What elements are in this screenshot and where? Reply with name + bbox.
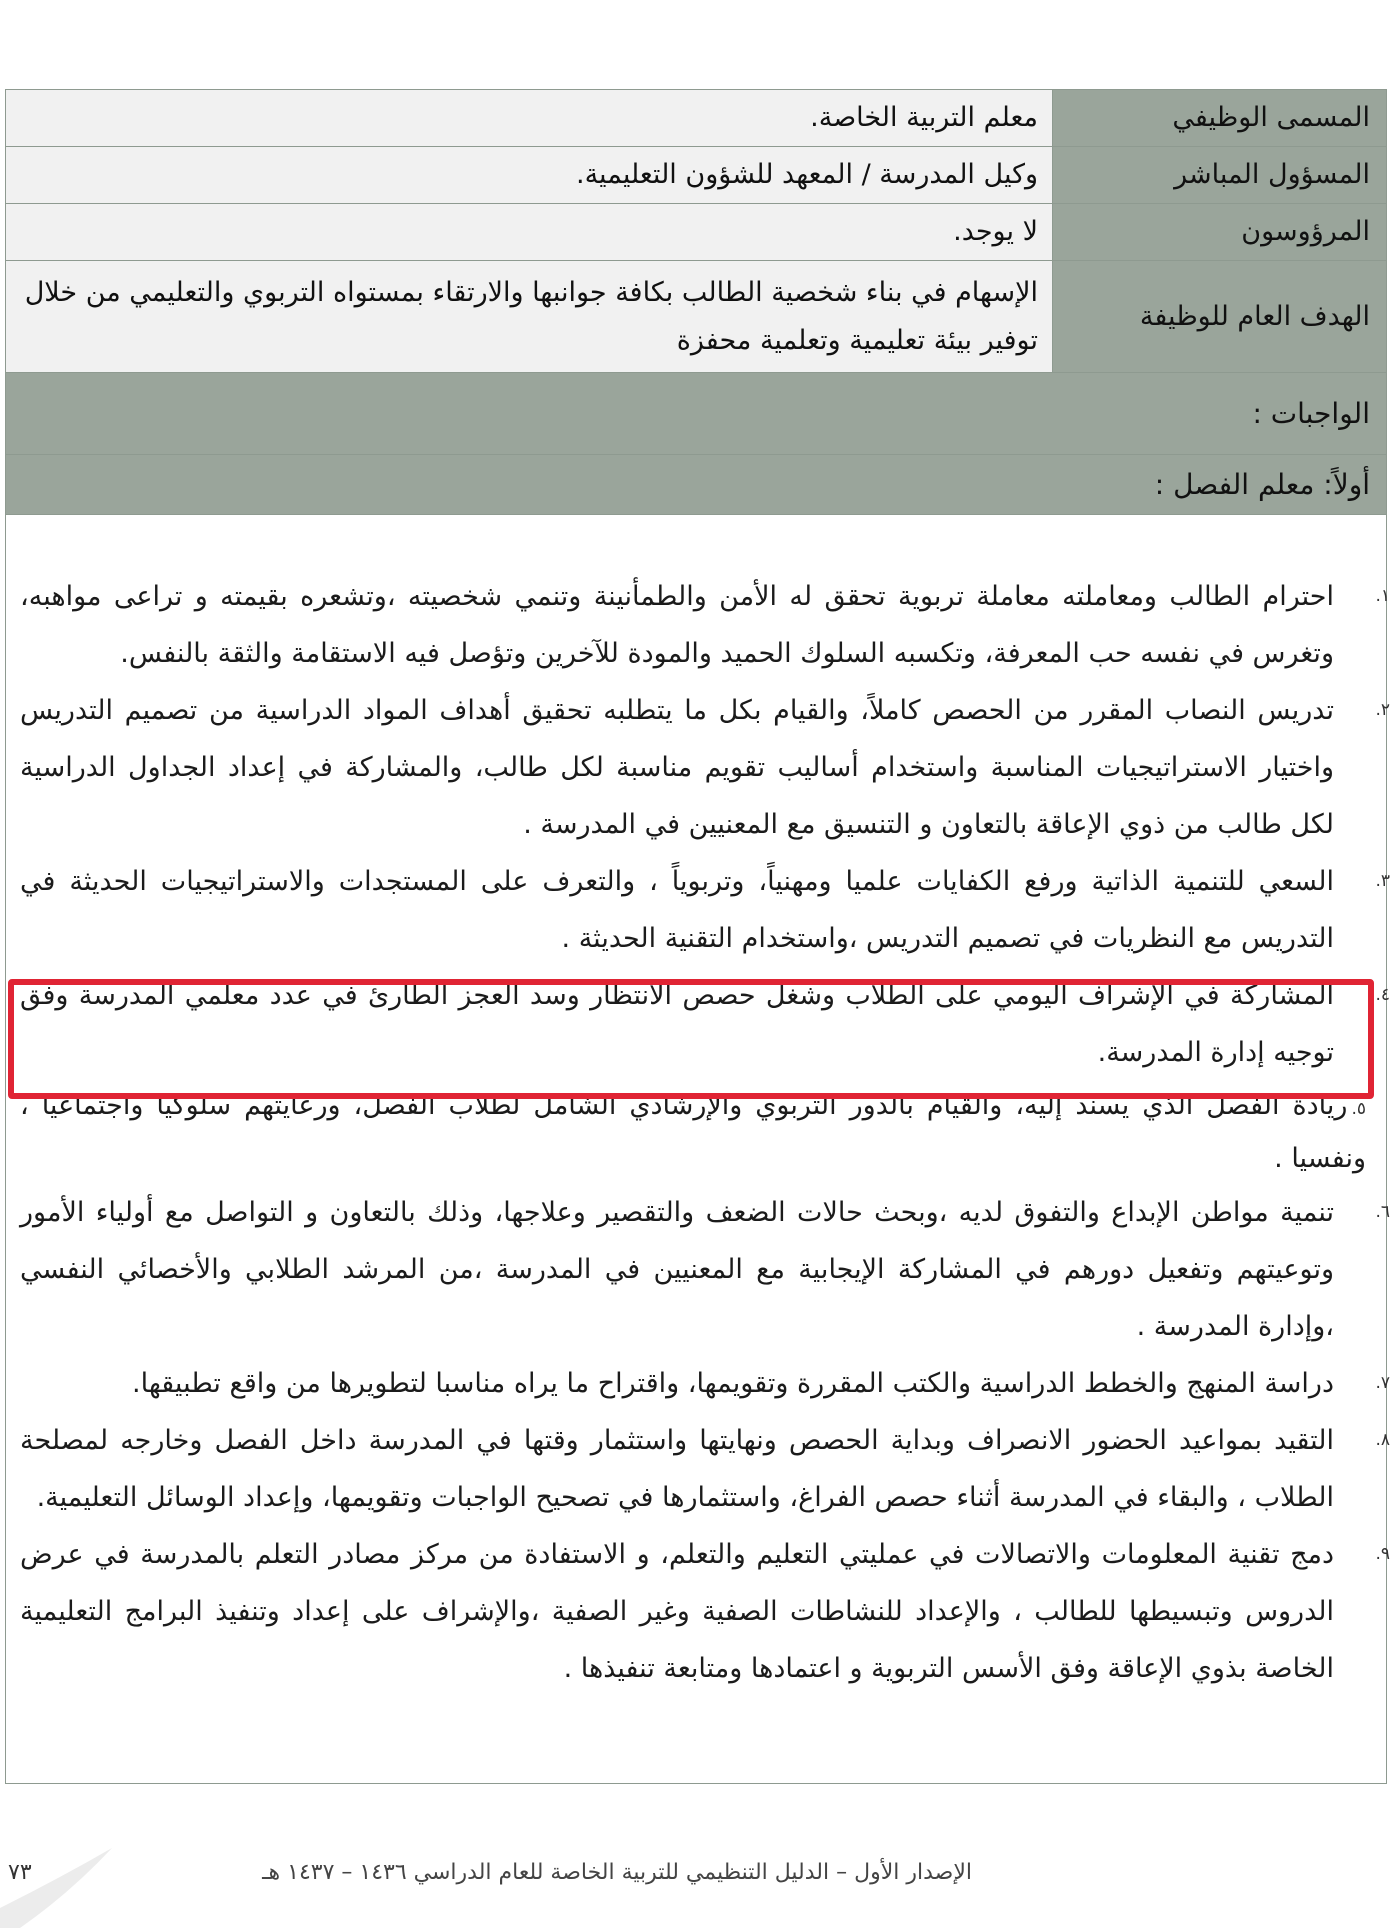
duty-item-8 bbox=[20, 1412, 1390, 1526]
duty-text: دمج تقنية المعلومات والاتصالات في عمليتي التعليم والتعلم، و الاستفادة من مركز مصادر التعلم بالمدرسة في عرض الدروس وتبسيطها للطالب ، والإعداد للنشاطات الصفية وغير الصفية ،والإشراف على إعداد وتنفيذ البرامج التعليمية الخاصة بذوي الإعاقة وفق الأسس التربوية و اعتمادها ومتابعة تنفيذها . bbox=[20, 1539, 1334, 1684]
duty-text: دراسة المنهج والخطط الدراسية والكتب المقررة وتقويمها، واقتراح ما يراه مناسبا لتطويرها من واقع تطبيقها. bbox=[132, 1368, 1334, 1399]
duty-number: ٣. bbox=[1375, 871, 1390, 891]
class-teacher-heading: أولاً: معلم الفصل : bbox=[5, 455, 1387, 515]
job-info-table bbox=[5, 89, 1387, 373]
duty-item-9 bbox=[20, 1526, 1390, 1697]
job-title-row bbox=[6, 90, 1387, 147]
subordinates-label: المرؤوسون bbox=[1053, 204, 1387, 261]
page-footer bbox=[0, 1856, 1392, 1896]
page-number: ٧٣ bbox=[8, 1860, 32, 1885]
footer-text: الإصدار الأول – الدليل التنظيمي للتربية الخاصة للعام الدراسي ١٤٣٦ – ١٤٣٧ هـ bbox=[262, 1860, 972, 1885]
duty-number: ٧. bbox=[1375, 1373, 1390, 1393]
duty-item-3 bbox=[20, 853, 1390, 967]
duty-number: ٩. bbox=[1375, 1544, 1390, 1564]
duty-text: تدريس النصاب المقرر من الحصص كاملاً، والقيام بكل ما يتطلبه تحقيق أهداف المواد الدراسية من تصميم التدريس واختيار الاستراتيجيات المناسبة واستخدام أساليب تقويم مناسبة لكل طالب، والمشاركة في إعداد الجداول الدراسية لكل طالب من ذوي الإعاقة بالتعاون و التنسيق مع المعنيين في المدرسة . bbox=[20, 695, 1334, 840]
duty-text: المشاركة في الإشراف اليومي على الطلاب وشغل حصص الانتظار وسد العجز الطارئ في عدد معلمي المدرسة وفق توجيه إدارة المدرسة. bbox=[20, 980, 1334, 1068]
duty-number: ٥. bbox=[1351, 1099, 1366, 1119]
subordinates-value: لا يوجد. bbox=[6, 204, 1053, 261]
duty-number: ٦. bbox=[1375, 1202, 1390, 1222]
direct-manager-label: المسؤول المباشر bbox=[1053, 147, 1387, 204]
duty-item-7 bbox=[20, 1355, 1390, 1412]
general-goal-label: الهدف العام للوظيفة bbox=[1053, 261, 1387, 373]
duty-text: تنمية مواطن الإبداع والتفوق لديه ،وبحث حالات الضعف والتقصير وعلاجها، وذلك بالتعاون و التواصل مع أولياء الأمور وتوعيتهم وتفعيل دورهم في المشاركة الإيجابية مع المعنيين في المدرسة ،من المرشد الطلابي والأخصائي النفسي ،وإدارة المدرسة . bbox=[20, 1197, 1334, 1342]
duty-text: ريادة الفصل الذي يسند إليه، والقيام بالدور التربوي والإرشادي الشامل لطلاب الفصل، ورعايتهم سلوكيا واجتماعيا ، ونفسيا . bbox=[20, 1090, 1366, 1174]
duty-item-1 bbox=[20, 568, 1390, 682]
job-title-label: المسمى الوظيفي bbox=[1053, 90, 1387, 147]
duty-number: ٨. bbox=[1375, 1430, 1390, 1450]
general-goal-row bbox=[6, 261, 1387, 373]
duty-item-4 bbox=[20, 967, 1390, 1081]
duty-text: التقيد بمواعيد الحضور الانصراف وبداية الحصص ونهايتها واستثمار وقتها في المدرسة داخل الفصل وخارجه لمصلحة الطلاب ، والبقاء في المدرسة أثناء حصص الفراغ، واستثمارها في تصحيح الواجبات وتقويمها، وإعداد الوسائل التعليمية. bbox=[20, 1425, 1334, 1513]
subordinates-row bbox=[6, 204, 1387, 261]
job-title-value: معلم التربية الخاصة. bbox=[6, 90, 1053, 147]
duty-number: ٤. bbox=[1375, 985, 1390, 1005]
direct-manager-row bbox=[6, 147, 1387, 204]
duty-number: ١. bbox=[1375, 586, 1390, 606]
duties-heading: الواجبات : bbox=[5, 373, 1387, 455]
general-goal-value: الإسهام في بناء شخصية الطالب بكافة جوانبها والارتقاء بمستواه التربوي والتعليمي من خلال توفير بيئة تعليمية وتعلمية محفزة bbox=[6, 261, 1053, 373]
duty-item-6 bbox=[20, 1184, 1390, 1355]
duty-item-5 bbox=[20, 1081, 1366, 1184]
duty-item-2 bbox=[20, 682, 1390, 853]
direct-manager-value: وكيل المدرسة / المعهد للشؤون التعليمية. bbox=[6, 147, 1053, 204]
duties-list bbox=[20, 568, 1390, 1697]
duty-number: ٢. bbox=[1375, 700, 1390, 720]
duty-text: السعي للتنمية الذاتية ورفع الكفايات علميا ومهنياً، وتربوياً ، والتعرف على المستجدات والاستراتيجيات الحديثة في التدريس مع النظريات في تصميم التدريس ،واستخدام التقنية الحديثة . bbox=[20, 866, 1334, 954]
duty-text: احترام الطالب ومعاملته معاملة تربوية تحقق له الأمن والطمأنينة وتنمي شخصيته ،وتشعره بقيمته و تراعى مواهبه، وتغرس في نفسه حب المعرفة، وتكسبه السلوك الحميد والمودة للآخرين وتؤصل فيه الاستقامة والثقة بالنفس. bbox=[20, 581, 1334, 669]
